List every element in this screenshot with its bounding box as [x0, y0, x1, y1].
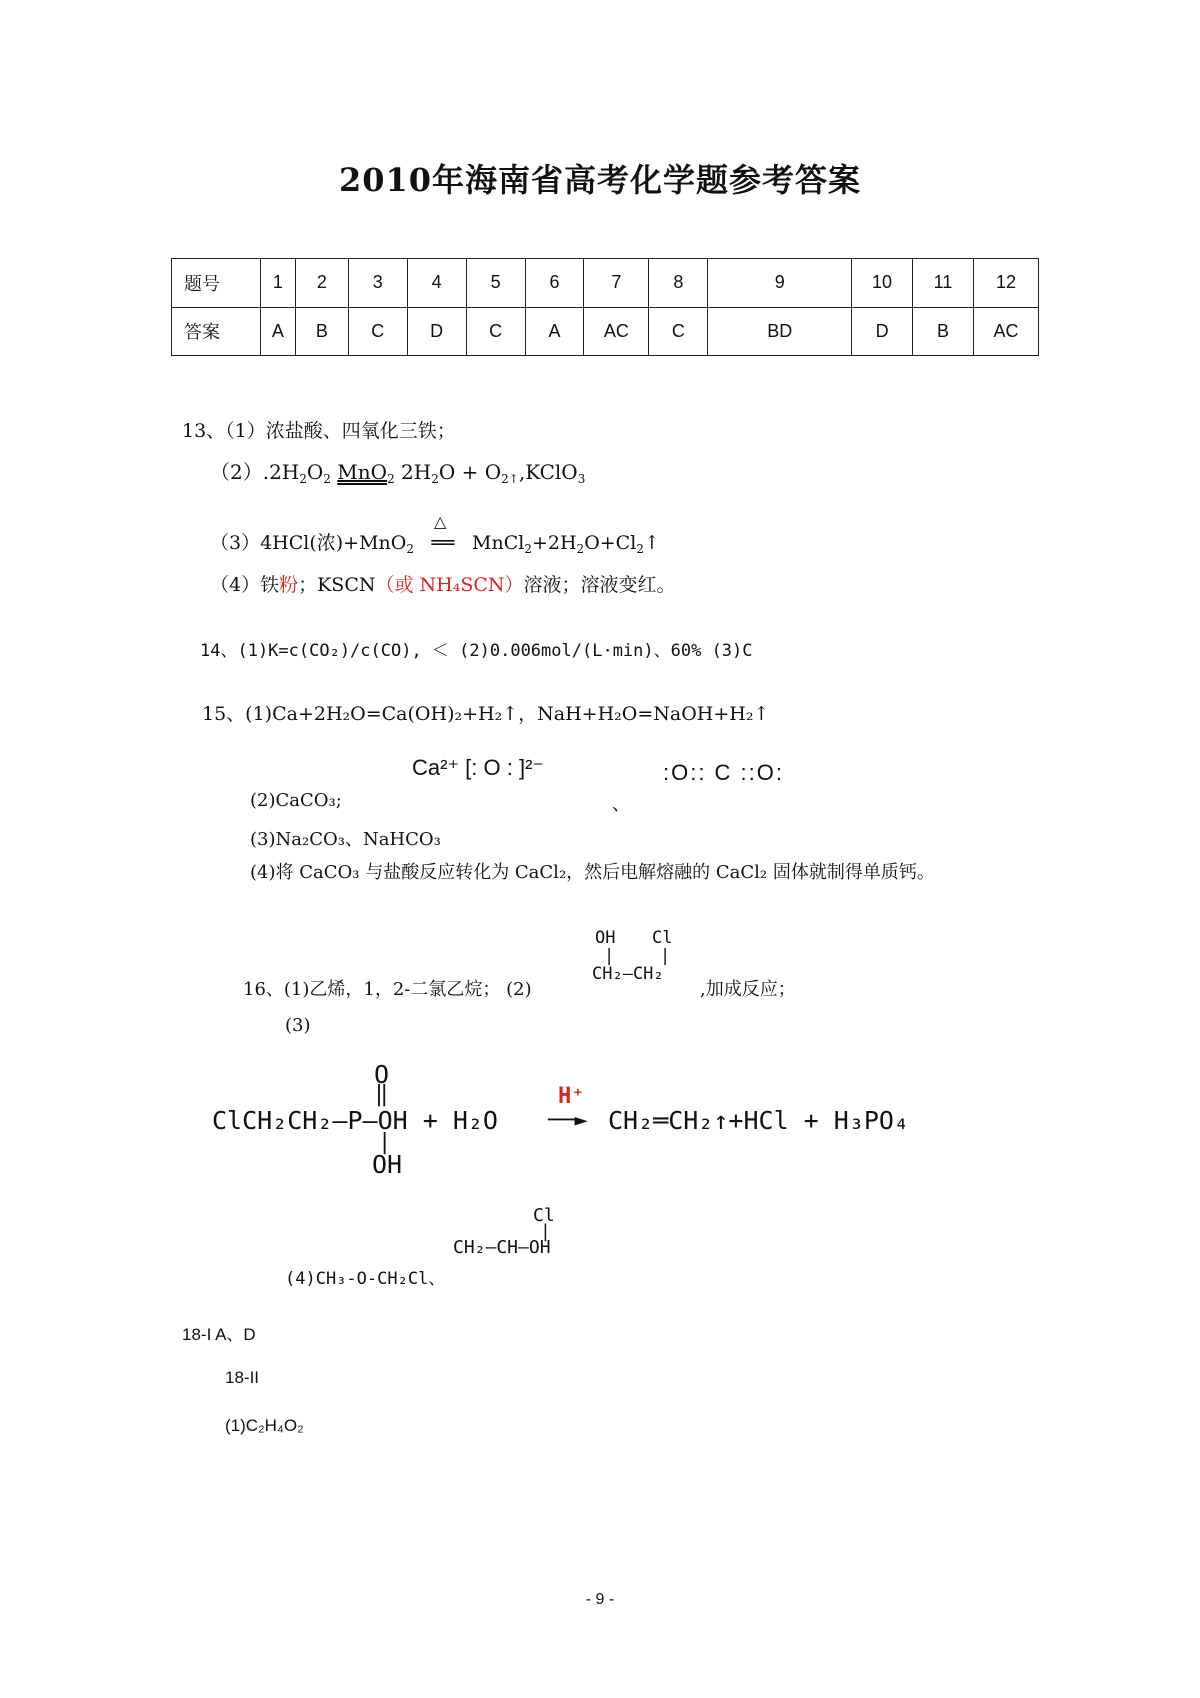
answer-table	[171, 258, 1039, 356]
q18-ii-1: (1)C₂H₄O₂	[225, 1416, 304, 1435]
table-cell: 12	[973, 259, 1038, 308]
table-cell: BD	[708, 307, 852, 356]
cao2-electron-formula: Ca²⁺ [: O : ]²⁻	[412, 755, 545, 780]
q13-line-4-red2: （或 NH₄SCN）	[375, 574, 524, 596]
q13-line-1: 13、（1）浓盐酸、四氧化三铁；	[182, 420, 456, 442]
table-cell: B	[913, 307, 974, 356]
table-cell: 7	[584, 259, 649, 308]
eq-oh: OH	[372, 1150, 403, 1179]
q13-line-4-mid: ；KSCN	[298, 574, 376, 596]
table-cell: 6	[525, 259, 584, 308]
struct-cl: Cl	[652, 928, 673, 948]
ethephon-equation: O ‖ ClCH₂CH₂—P—OH + H₂O | OH H⁺ ──► CH₂═CH₂↑+HCl + H₃PO₄	[212, 1060, 910, 1179]
table-row-answers	[172, 307, 1039, 356]
chloroethanol-structure: OH Cl | | CH₂—CH₂	[592, 928, 673, 984]
table-cell: C	[466, 307, 525, 356]
table-row-numbers	[172, 259, 1039, 308]
table-cell: C	[348, 307, 407, 356]
page-title: 2010年海南省高考化学题参考答案	[338, 161, 862, 199]
table-cell: A	[525, 307, 584, 356]
q18-i: 18-I A、D	[182, 1325, 256, 1344]
table-cell: 1	[260, 259, 295, 308]
table-cell: D	[407, 307, 466, 356]
q16-line-1-tail: ,加成反应；	[700, 979, 796, 1000]
q13-line-2-prefix: （2）.2H	[210, 460, 300, 484]
q15-line-3: (3)Na₂CO₃、NaHCO₃	[250, 829, 441, 850]
heat-symbol: △	[434, 512, 447, 531]
struct-chain: CH₂—CH₂	[592, 964, 664, 984]
q13-line-4	[210, 570, 676, 597]
q13-line-3-prefix: （3）4HCl(浓)+MnO	[210, 532, 407, 554]
q18-ii: 18-II	[225, 1368, 260, 1387]
q14-line: 14、(1)K=c(CO₂)/c(CO), ＜ (2)0.006mol/(L·min)、60% (3)C	[200, 641, 753, 661]
table-cell: 4	[407, 259, 466, 308]
table-cell: 8	[649, 259, 708, 308]
q15-separator: 、	[612, 794, 630, 815]
table-cell: D	[852, 307, 913, 356]
struct-oh: OH	[595, 928, 616, 948]
q16-line-1-prefix: 16、(1)乙烯，1，2-二氯乙烷； (2)	[243, 979, 532, 1000]
page-number: - 9 -	[585, 1591, 615, 1608]
table-header-answer: 答案	[172, 307, 261, 356]
struct4-chain: CH₂—CH—OH	[453, 1237, 551, 1258]
q13-line-3-tail: MnCl	[472, 532, 525, 554]
eq-catalyst: H⁺	[558, 1084, 585, 1109]
table-cell: 11	[913, 259, 974, 308]
table-header-number: 题号	[172, 259, 261, 308]
q13-line-3: （3）4HCl(浓)+MnO$_2$ △ ══ $MnCl_2+2H_2O+Cl_2↑$	[210, 512, 660, 556]
table-cell: 9	[708, 259, 852, 308]
table-cell: B	[295, 307, 348, 356]
q15-line-1: 15、(1)Ca+2H₂O=Ca(OH)₂+H₂↑，NaH+H₂O=NaOH+H₂↑	[202, 703, 770, 725]
q13-line-4-tail: 溶液；溶液变红。	[523, 574, 676, 596]
q16-line-2: (3)	[285, 1015, 311, 1036]
q13-line-4-red1: 粉	[279, 574, 299, 596]
co2-electron-formula: :O:: C ::O:	[663, 760, 785, 785]
struct4-cl: Cl	[533, 1205, 555, 1226]
eq-oxygen: O	[374, 1060, 390, 1089]
q16-line-4: (4)CH₃-O-CH₂Cl、	[285, 1269, 446, 1289]
table-cell: AC	[973, 307, 1038, 356]
eq-left: ClCH₂CH₂—P—OH + H₂O	[212, 1106, 498, 1135]
q15-line-4: (4)将 CaCO₃ 与盐酸反应转化为 CaCl₂，然后电解熔融的 CaCl₂ 固体就制得单质钙。	[250, 862, 935, 883]
table-cell: 2	[295, 259, 348, 308]
chloropropanol-structure: Cl | CH₂—CH—OH	[453, 1205, 555, 1258]
eq-right: CH₂═CH₂↑+HCl + H₃PO₄	[608, 1106, 910, 1135]
table-cell: 5	[466, 259, 525, 308]
q13-line-2: $(2).2H_2O_2$ MnO$_2$ $2H_2O$ + $O_{2↑},KClO_3$	[210, 460, 586, 486]
table-cell: A	[260, 307, 295, 356]
table-cell: C	[649, 307, 708, 356]
table-cell: 10	[852, 259, 913, 308]
q13-line-4-prefix: （4）铁	[210, 574, 280, 596]
q13-line-2-tail: ,KClO	[518, 460, 578, 484]
table-cell: 3	[348, 259, 407, 308]
table-cell: AC	[584, 307, 649, 356]
q15-line-2: (2)CaCO₃;	[250, 790, 342, 811]
